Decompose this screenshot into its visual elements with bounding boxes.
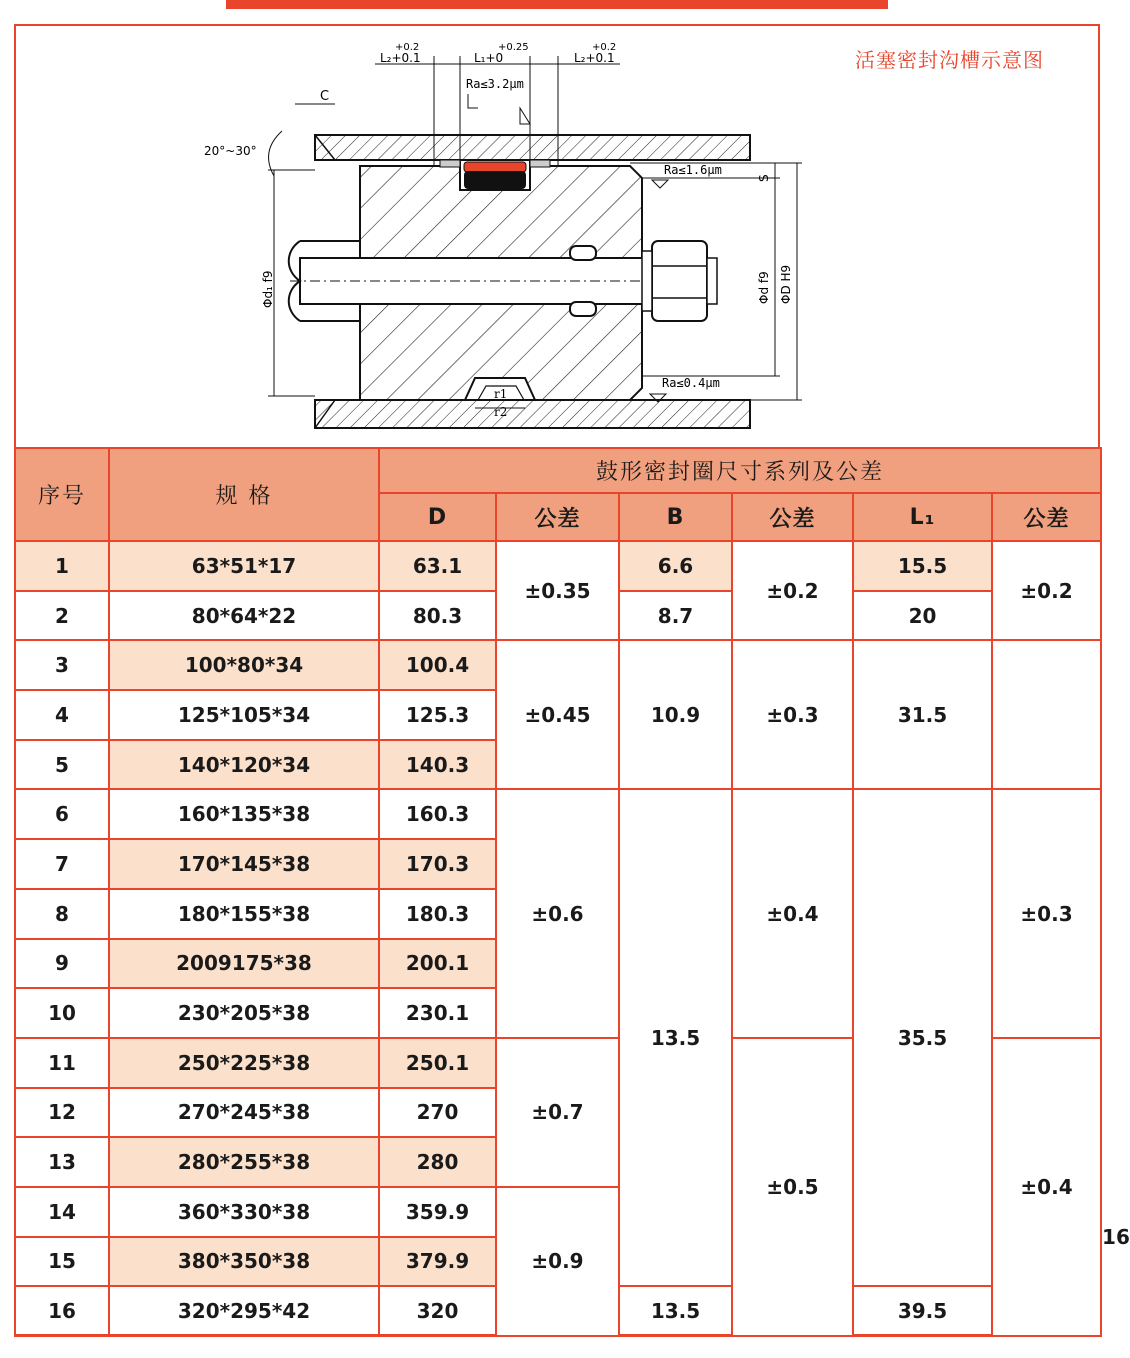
cell-L1: 20 xyxy=(853,591,992,641)
cell-tol-B: ±0.5 xyxy=(732,1038,853,1336)
cell-B: 8.7 xyxy=(619,591,732,641)
cell-tol-D: ±0.6 xyxy=(496,789,619,1037)
cell-D: 100.4 xyxy=(379,640,496,690)
cell-D: 230.1 xyxy=(379,988,496,1038)
cell-spec: 160*135*38 xyxy=(109,789,379,839)
drum-seal-black xyxy=(464,171,526,189)
cell-no: 10 xyxy=(15,988,109,1038)
table-row xyxy=(15,640,1101,690)
label-ra04: Ra≤0.4μm xyxy=(662,376,720,390)
cell-spec: 230*205*38 xyxy=(109,988,379,1038)
table-row xyxy=(15,789,1101,839)
rod-nut xyxy=(652,241,707,321)
cell-B: 6.6 xyxy=(619,541,732,591)
cell-spec: 250*225*38 xyxy=(109,1038,379,1088)
cell-spec: 180*155*38 xyxy=(109,889,379,939)
label-angle: 20°~30° xyxy=(204,144,257,158)
header-index: 序号 xyxy=(15,448,109,541)
cell-no: 6 xyxy=(15,789,109,839)
cell-D: 379.9 xyxy=(379,1237,496,1287)
cell-tol-D: ±0.9 xyxy=(496,1187,619,1336)
cell-no: 11 xyxy=(15,1038,109,1088)
cell-tol-L1: ±0.4 xyxy=(992,1038,1101,1336)
cylinder-top-wall xyxy=(315,135,750,160)
cell-D: 270 xyxy=(379,1088,496,1138)
cell-tol-L1: ±0.3 xyxy=(992,789,1101,1037)
label-c: C xyxy=(320,89,330,104)
cell-D: 140.3 xyxy=(379,740,496,790)
header-spec: 规 格 xyxy=(109,448,379,541)
cell-no: 2 xyxy=(15,591,109,641)
cell-L1: 15.5 xyxy=(853,541,992,591)
cell-tol-D: ±0.7 xyxy=(496,1038,619,1187)
cell-D: 160.3 xyxy=(379,789,496,839)
cell-D: 125.3 xyxy=(379,690,496,740)
cell-no: 16 xyxy=(15,1286,109,1336)
cell-tol-D: ±0.45 xyxy=(496,640,619,789)
cell-no: 9 xyxy=(15,939,109,989)
cell-D: 180.3 xyxy=(379,889,496,939)
cell-spec: 360*330*38 xyxy=(109,1187,379,1237)
cell-spec: 63*51*17 xyxy=(109,541,379,591)
cell-spec: 80*64*22 xyxy=(109,591,379,641)
label-d1: Φd₁ f9 xyxy=(261,270,275,308)
label-D: ΦD H9 xyxy=(779,264,793,304)
header-tol-L1: 公差 xyxy=(992,493,1101,541)
cell-B: 13.5 xyxy=(619,789,732,1286)
cell-spec: 380*350*38 xyxy=(109,1237,379,1287)
cell-spec: 125*105*34 xyxy=(109,690,379,740)
label-r2: r2 xyxy=(494,405,508,419)
label-l2-right: L₂+0.1 xyxy=(574,51,615,65)
label-s: S xyxy=(757,174,771,182)
cell-D: 200.1 xyxy=(379,939,496,989)
header-tol-B: 公差 xyxy=(732,493,853,541)
cell-no: 15 xyxy=(15,1237,109,1287)
seal-dimension-table xyxy=(14,447,1130,1337)
cell-D: 250.1 xyxy=(379,1038,496,1088)
header-D: D xyxy=(379,493,496,541)
label-r1: r1 xyxy=(494,387,508,401)
header-B: B xyxy=(619,493,732,541)
cell-tol-B: ±0.3 xyxy=(732,640,853,789)
label-d: Φd f9 xyxy=(757,271,771,304)
cell-D: 359.9 xyxy=(379,1187,496,1237)
cell-tol-B: ±0.2 xyxy=(732,541,853,640)
table-row: 14 360*330*38 359.9 ±0.9 16 xyxy=(15,1187,1101,1237)
cell-D: 320 xyxy=(379,1286,496,1336)
cell-spec: 320*295*42 xyxy=(109,1286,379,1336)
header-group: 鼓形密封圈尺寸系列及公差 xyxy=(379,448,1101,493)
cell-D: 280 xyxy=(379,1137,496,1187)
cell-spec: 280*255*38 xyxy=(109,1137,379,1187)
cell-no: 3 xyxy=(15,640,109,690)
cell-B: 13.5 xyxy=(619,1286,732,1336)
label-l2-right-tol: +0.2 xyxy=(592,42,617,53)
top-accent-bar xyxy=(226,0,888,9)
cell-no: 13 xyxy=(15,1137,109,1187)
table-row xyxy=(15,541,1101,591)
label-l2-left-tol: +0.2 xyxy=(395,42,420,53)
cell-spec: 270*245*38 xyxy=(109,1088,379,1138)
cell-spec: 170*145*38 xyxy=(109,839,379,889)
cell-no: 5 xyxy=(15,740,109,790)
cell-tol-B: ±0.4 xyxy=(732,789,853,1037)
cell-L1: 39.5 xyxy=(853,1286,992,1336)
cell-no: 8 xyxy=(15,889,109,939)
diagram-title: 活塞密封沟槽示意图 xyxy=(855,48,1044,72)
cell-tol-L1: ±0.2 xyxy=(992,541,1101,640)
cell-D: 63.1 xyxy=(379,541,496,591)
cell-no: 14 xyxy=(15,1187,109,1237)
cylinder-bottom-wall xyxy=(315,400,750,428)
cell-tol-L1 xyxy=(992,640,1101,789)
label-l2-left: L₂+0.1 xyxy=(380,51,421,65)
cell-D: 80.3 xyxy=(379,591,496,641)
cell-no: 1 xyxy=(15,541,109,591)
cell-no: 7 xyxy=(15,839,109,889)
cell-L1: 31.5 xyxy=(853,640,992,789)
cell-spec: 140*120*34 xyxy=(109,740,379,790)
header-L1: L₁ xyxy=(853,493,992,541)
label-l1-tol: +0.25 xyxy=(498,42,529,53)
cell-tol-D: ±0.35 xyxy=(496,541,619,640)
piston-seal-groove-drawing xyxy=(190,36,830,436)
cell-no: 4 xyxy=(15,690,109,740)
cell-B: 10.9 xyxy=(619,640,732,789)
label-ra16: Ra≤1.6μm xyxy=(664,163,722,177)
cell-D: 170.3 xyxy=(379,839,496,889)
cell-no: 12 xyxy=(15,1088,109,1138)
drum-seal-red xyxy=(464,162,526,172)
label-l1: L₁+0 xyxy=(474,51,504,65)
cell-spec: 2009175*38 xyxy=(109,939,379,989)
cell-spec: 100*80*34 xyxy=(109,640,379,690)
header-tol-D: 公差 xyxy=(496,493,619,541)
cell-L1: 35.5 xyxy=(853,789,992,1286)
label-ra32: Ra≤3.2μm xyxy=(466,77,524,91)
